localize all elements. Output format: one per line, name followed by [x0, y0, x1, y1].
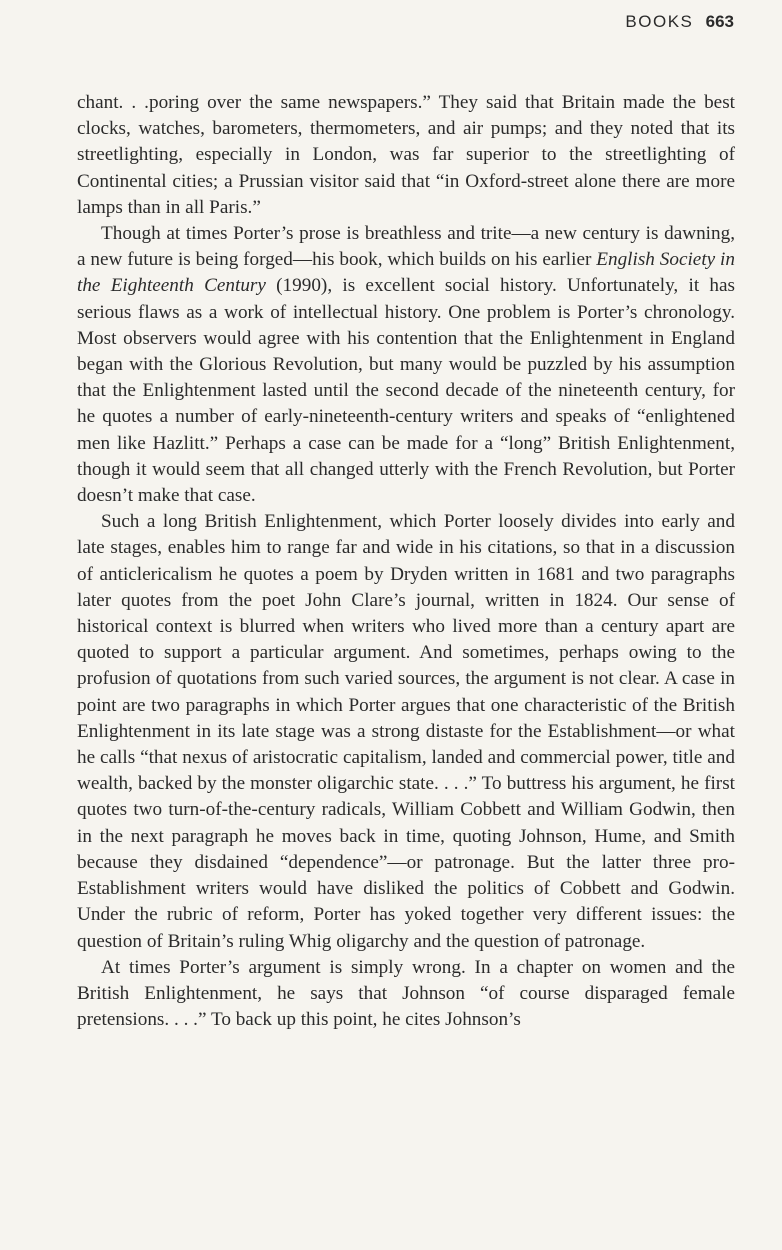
body-text [77, 90, 735, 1033]
book-title: English Society in the Eighteenth Century [77, 249, 735, 297]
paragraph-4: At times Porter’s argument is simply wrong. In a chapter on women and the British Enlightenment, he says that Johnson “of course disparaged female pretensions. . . .” To back up this point, he cites Johnson’s [77, 956, 735, 1031]
page-number: 663 [705, 12, 734, 31]
paragraph-3: Such a long British Enlightenment, which Porter loosely divides into early and late stages, enables him to range far and wide in his citations, so that in a discussion of anticlericalism he quotes a poem by Dryden written in 1681 and two paragraphs later quotes from the poet John Clare’s journal, written in 1824. Our sense of historical context is blurred when writers who lived more than a century apart are quoted to support a particular argument. And sometimes, perhaps owing to the profusion of quotations from such varied sources, the argument is not clear. A case in point are two paragraphs in which Porter argues that one characteristic of the British Enlightenment in its late stage was a strong distaste for the Establishment—or what he calls “that nexus of aristocratic capitalism, landed and commercial power, title and wealth, backed by the monster oligarchic state. . . .” To buttress his argument, he first quotes two turn-of-the-century radicals, William Cobbett and William Godwin, then in the next paragraph he moves back in time, quoting Johnson, Hume, and Smith because they disdained “dependence”—or patronage. But the latter three pro-Establishment writers would have disliked the politics of Cobbett and Godwin. Under the rubric of reform, Porter has yoked together very different issues: the question of Britain’s ruling Whig oligarchy and the question of patronage. [77, 511, 735, 952]
paragraph-2-text-before: Though at times Porter’s prose is breathless and trite—a new century is dawning, a new future is being forged—his book, which builds on his earlier [77, 223, 735, 271]
paragraph-2 [77, 221, 735, 509]
running-head [625, 12, 734, 32]
section-title: BOOKS [625, 12, 694, 31]
paragraph-2-text-after: (1990), is excellent social history. Unfortunately, it has serious flaws as a work of intellectual history. One problem is Porter’s chronology. Most observers would agree with his contention that the Enlightenment in England began with the Glorious Revolution, but many would be puzzled by his assumption that the Enlightenment lasted until the second decade of the nineteenth century, for he quotes a number of early-nineteenth-century writers and speaks of “enlightened men like Hazlitt.” Perhaps a case can be made for a “long” British Enlightenment, though it would seem that all changed utterly with the French Revolution, but Porter doesn’t make that case. [77, 275, 735, 507]
paragraph-1: chant. . .poring over the same newspapers.” They said that Britain made the best clocks, watches, barometers, thermometers, and air pumps; and they noted that its streetlighting, especially in London, was far superior to the streetlighting of Continental cities; a Prussian visitor said that “in Oxford-street alone there are more lamps than in all Paris.” [77, 92, 735, 218]
